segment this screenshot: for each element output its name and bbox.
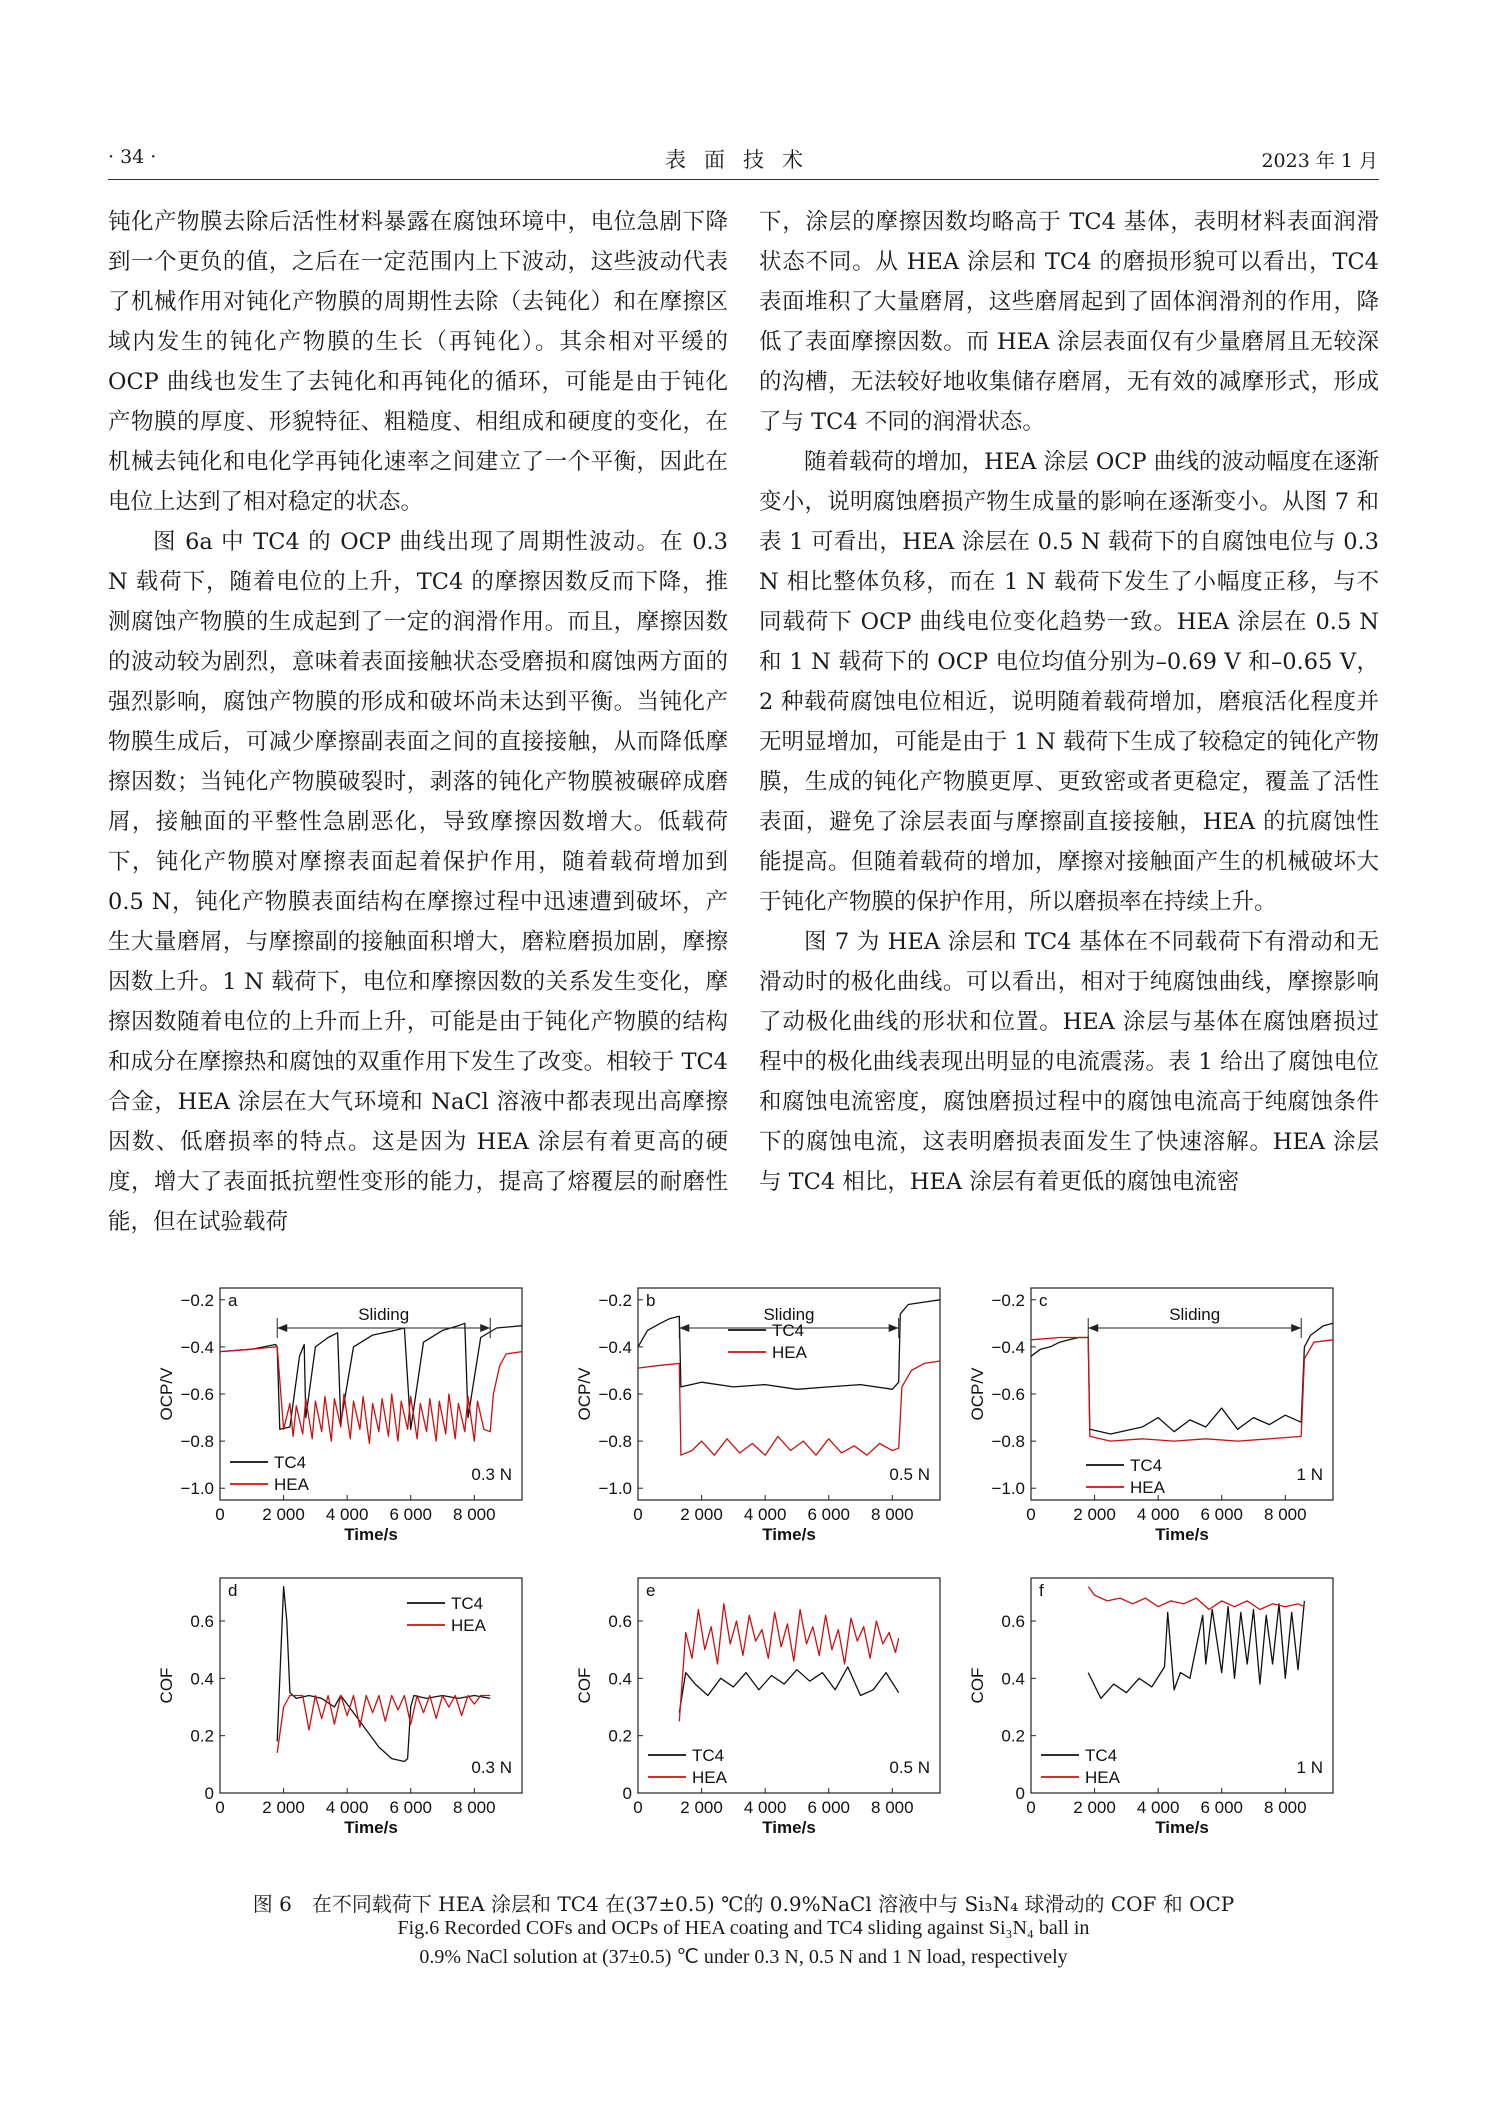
sliding-label: Sliding xyxy=(763,1305,815,1324)
arrow-head xyxy=(679,1324,689,1332)
y-tick-label: 0 xyxy=(1015,1784,1025,1803)
x-tick-label: 4 000 xyxy=(743,1798,787,1817)
legend-label: HEA xyxy=(1085,1768,1120,1787)
paragraph: 钝化产物膜去除后活性材料暴露在腐蚀环境中，电位急剧下降到一个更负的值，之后在一定范围内上下波动，这些波动代表了机械作用对钝化产物膜的周期性去除（去钝化）和在摩擦区域内发生的钝化产物膜的生长（再钝化）。其余相对平缓的 OCP 曲线也发生了去钝化和再钝化的循环，可能是由于钝化产物膜的厚度、形貌特征、粗糙度、相组成和硬度的变化，在机械去钝化和电化学再钝化速率之间建立了一个平衡，因此在电位上达到了相对稳定的状态。 xyxy=(108,209,728,515)
chart-f xyxy=(968,1578,1333,1837)
figure-6-charts xyxy=(108,1268,1379,1858)
x-tick-label: 4 000 xyxy=(325,1505,369,1524)
y-tick-label: −0.4 xyxy=(991,1337,1025,1357)
x-tick-label: 8 000 xyxy=(871,1505,914,1524)
y-axis-label: OCP/V xyxy=(157,1367,176,1421)
y-tick-label: −0.4 xyxy=(598,1337,632,1357)
x-tick-label: 8 000 xyxy=(1264,1505,1307,1524)
sliding-label: Sliding xyxy=(358,1305,410,1324)
paragraph: 图 6a 中 TC4 的 OCP 曲线出现了周期性波动。在 0.3 N 载荷下，随着电位的上升，TC4 的摩擦因数反而下降，推测腐蚀产物膜的生成起到了一定的润滑作用。而且，摩擦因数的波动较为剧烈，意味着表面接触状态受磨损和腐蚀两方面的强烈影响，腐蚀产物膜的形成和破坏尚未达到平衡。当钝化产物膜生成后，可减少摩擦副表面之间的直接接触，从而降低摩擦因数；当钝化产物膜破裂时，剥落的钝化产物膜被碾碎成磨屑，接触面的平整性急剧恶化，导致摩擦因数增大。低载荷下，钝化产物膜对摩擦表面起着保护作用，随着载荷增加到 0.5 N，钝化产物膜表面结构在摩擦过程中迅速遭到破坏，产生大量磨屑，与摩擦副的接触面积增大，磨粒磨损加剧，摩擦因数上升。1 N 载荷下，电位和摩擦因数的关系发生变化，摩擦因数随着电位的上升而上升，可能是由于钝化产物膜的结构和成分在摩擦热和腐蚀的双重作用下发生了改变。相较于 TC4 合金，HEA 涂层在大气环境和 NaCl 溶液中都表现出高摩擦因数、低磨损率的特点。这是因为 HEA 涂层有着更高的硬度，增大了表面抵抗塑性变形的能力，提高了熔覆层的耐磨性能，但在试验载荷 xyxy=(108,529,728,1235)
y-tick-label: 0.6 xyxy=(1001,1612,1025,1631)
x-tick-label: 0 xyxy=(1026,1505,1036,1524)
panel-label: f xyxy=(1039,1581,1044,1600)
x-axis-label: Time/s xyxy=(1155,1525,1209,1544)
paragraph: 随着载荷的增加，HEA 涂层 OCP 曲线的波动幅度在逐渐变小，说明腐蚀磨损产物生成量的影响在逐渐变小。从图 7 和表 1 可看出，HEA 涂层在 0.5 N 载荷下的自腐蚀电位与 0.3 N 相比整体负移，而在 1 N 载荷下发生了小幅度正移，与不同载荷下 OCP 曲线电位变化趋势一致。HEA 涂层在 0.5 N 和 1 N 载荷下的 OCP 电位均值分别为–0.69 V 和–0.65 V，2 种载荷腐蚀电位相近，说明随着载荷增加，磨痕活化程度并无明显增加，可能是由于 1 N 载荷下生成了较稳定的钝化产物膜，生成的钝化产物膜更厚、更致密或者更稳定，覆盖了活性表面，避免了涂层表面与摩擦副直接接触，HEA 的抗腐蚀性能提高。但随着载荷的增加，摩擦对接触面产生的机械破坏大于钝化产物膜的保护作用，所以磨损率在持续上升。 xyxy=(759,449,1379,915)
x-tick-label: 8 000 xyxy=(871,1798,914,1817)
x-tick-label: 0 xyxy=(215,1505,225,1524)
legend-label: TC4 xyxy=(451,1594,484,1613)
x-tick-label: 2 000 xyxy=(1073,1798,1116,1817)
y-tick-label: −0.2 xyxy=(991,1290,1025,1310)
y-tick-label: 0.2 xyxy=(608,1726,632,1746)
x-tick-label: 2 000 xyxy=(262,1505,305,1524)
x-axis-label: Time/s xyxy=(344,1818,398,1837)
y-axis-label: COF xyxy=(968,1667,987,1704)
arrow-head xyxy=(1291,1324,1301,1332)
y-tick-label: 0.2 xyxy=(190,1726,214,1746)
legend-label: TC4 xyxy=(692,1746,725,1765)
x-tick-label: 4 000 xyxy=(1136,1505,1180,1524)
legend-label: HEA xyxy=(274,1475,309,1494)
x-axis-label: Time/s xyxy=(344,1525,398,1544)
x-tick-label: 6 000 xyxy=(389,1505,433,1524)
y-tick-label: 0 xyxy=(204,1784,214,1803)
plot-frame xyxy=(1031,1578,1333,1793)
y-axis-label: COF xyxy=(575,1667,594,1704)
y-axis-label: COF xyxy=(157,1667,176,1704)
paragraph: 图 7 为 HEA 涂层和 TC4 基体在不同载荷下有滑动和无滑动时的极化曲线。可以看出，相对于纯腐蚀曲线，摩擦影响了动极化曲线的形状和位置。HEA 涂层与基体在腐蚀磨损过程中的极化曲线表现出明显的电流震荡。表 1 给出了腐蚀电位和腐蚀电流密度，腐蚀磨损过程中的腐蚀电流高于纯腐蚀条件下的腐蚀电流，这表明磨损表面发生了快速溶解。HEA 涂层与 TC4 相比，HEA 涂层有着更低的腐蚀电流密 xyxy=(759,929,1379,1195)
y-tick-label: −0.6 xyxy=(991,1385,1025,1404)
panel-label: b xyxy=(646,1291,656,1310)
x-tick-label: 4 000 xyxy=(1136,1798,1180,1817)
y-tick-label: −1.0 xyxy=(991,1479,1025,1499)
x-tick-label: 6 000 xyxy=(807,1798,851,1817)
y-tick-label: 0.6 xyxy=(190,1612,214,1631)
chart-d xyxy=(157,1578,522,1837)
arrow-head xyxy=(889,1324,899,1332)
load-label: 0.5 N xyxy=(889,1465,930,1484)
arrow-head xyxy=(1088,1324,1098,1332)
y-tick-label: −0.6 xyxy=(598,1385,632,1404)
series-line-tc4 xyxy=(1031,1323,1333,1434)
y-tick-label: −1.0 xyxy=(598,1479,632,1499)
x-tick-label: 0 xyxy=(633,1505,643,1524)
panel-label: d xyxy=(228,1581,238,1600)
chart-b xyxy=(575,1288,940,1544)
legend-label: HEA xyxy=(772,1343,807,1362)
load-label: 1 N xyxy=(1296,1465,1323,1484)
y-tick-label: −0.2 xyxy=(180,1290,214,1310)
page-header xyxy=(108,140,1378,180)
x-axis-label: Time/s xyxy=(762,1818,816,1837)
paragraph: 下，涂层的摩擦因数均略高于 TC4 基体，表明材料表面润滑状态不同。从 HEA 涂层和 TC4 的磨损形貌可以看出，TC4 表面堆积了大量磨屑，这些磨屑起到了固体润滑剂的作用，降低了表面摩擦因数。而 HEA 涂层表面仅有少量磨屑且无较深的沟槽，无法较好地收集储存磨屑，无有效的减摩形式，形成了与 TC4 不同的润滑状态。 xyxy=(759,209,1379,435)
legend-label: TC4 xyxy=(274,1453,307,1472)
series-line-hea xyxy=(679,1604,898,1722)
y-tick-label: −0.8 xyxy=(991,1432,1025,1452)
series-line-hea xyxy=(277,1696,490,1753)
legend-label: TC4 xyxy=(1085,1746,1118,1765)
load-label: 0.3 N xyxy=(471,1465,512,1484)
y-tick-label: −1.0 xyxy=(180,1479,214,1499)
x-tick-label: 2 000 xyxy=(680,1505,723,1524)
x-tick-label: 8 000 xyxy=(1264,1798,1307,1817)
figure-caption-en: 0.9% NaCl solution at (37±0.5) ℃ under 0.3 N, 0.5 N and 1 N load, respectively xyxy=(419,1946,1068,1968)
arrow-head xyxy=(480,1324,490,1332)
x-tick-label: 6 000 xyxy=(807,1505,851,1524)
page-number: · 34 · xyxy=(108,146,157,168)
y-tick-label: 0 xyxy=(622,1784,632,1803)
figure-caption-cn: 图 6 在不同载荷下 HEA 涂层和 TC4 在(37±0.5) ℃的 0.9%NaCl 溶液中与 Si₃N₄ 球滑动的 COF 和 OCP xyxy=(252,1892,1235,1916)
x-tick-label: 6 000 xyxy=(389,1798,433,1817)
series-line-hea xyxy=(1088,1587,1304,1610)
panel-label: a xyxy=(228,1291,238,1310)
header-rule xyxy=(108,179,1379,180)
y-axis-label: OCP/V xyxy=(968,1367,987,1421)
y-tick-label: 0.4 xyxy=(190,1669,214,1689)
chart-a xyxy=(157,1288,522,1544)
arrow-head xyxy=(277,1324,287,1332)
x-axis-label: Time/s xyxy=(1155,1818,1209,1837)
legend-label: TC4 xyxy=(1130,1456,1163,1475)
chart-c xyxy=(968,1288,1333,1544)
y-tick-label: 0.2 xyxy=(1001,1726,1025,1746)
load-label: 1 N xyxy=(1296,1758,1323,1777)
legend-label: HEA xyxy=(1130,1478,1165,1497)
issue-date: 2023 年 1 月 xyxy=(1261,150,1378,172)
legend-label: HEA xyxy=(451,1616,486,1635)
x-tick-label: 4 000 xyxy=(325,1798,369,1817)
x-tick-label: 4 000 xyxy=(743,1505,787,1524)
series-line-tc4 xyxy=(1088,1601,1304,1699)
right-column xyxy=(759,202,1379,1202)
journal-title: 表面技术 xyxy=(665,148,821,172)
x-tick-label: 0 xyxy=(633,1798,643,1817)
y-tick-label: −0.6 xyxy=(180,1385,214,1404)
panel-label: c xyxy=(1039,1291,1048,1310)
figure-caption-en: Fig.6 Recorded COFs and OCPs of HEA coating and TC4 sliding against Si₃N₄ ball in xyxy=(397,1917,1090,1939)
y-tick-label: 0.4 xyxy=(608,1669,632,1689)
y-tick-label: −0.2 xyxy=(598,1290,632,1310)
y-tick-label: 0.4 xyxy=(1001,1669,1025,1689)
x-tick-label: 8 000 xyxy=(453,1798,496,1817)
y-axis-label: OCP/V xyxy=(575,1367,594,1421)
legend-label: TC4 xyxy=(772,1321,805,1340)
panel-label: e xyxy=(646,1581,656,1600)
x-tick-label: 6 000 xyxy=(1200,1798,1244,1817)
series-line-hea xyxy=(638,1361,940,1455)
left-column xyxy=(108,202,728,1242)
chart-e xyxy=(575,1578,940,1837)
x-tick-label: 6 000 xyxy=(1200,1505,1244,1524)
y-tick-label: −0.8 xyxy=(598,1432,632,1452)
x-tick-label: 0 xyxy=(1026,1798,1036,1817)
legend-label: HEA xyxy=(692,1768,727,1787)
sliding-label: Sliding xyxy=(1169,1305,1221,1324)
series-line-tc4 xyxy=(679,1667,898,1713)
x-tick-label: 2 000 xyxy=(680,1798,723,1817)
y-tick-label: −0.8 xyxy=(180,1432,214,1452)
x-tick-label: 0 xyxy=(215,1798,225,1817)
y-tick-label: 0.6 xyxy=(608,1612,632,1631)
x-tick-label: 8 000 xyxy=(453,1505,496,1524)
load-label: 0.5 N xyxy=(889,1758,930,1777)
x-tick-label: 2 000 xyxy=(262,1798,305,1817)
load-label: 0.3 N xyxy=(471,1758,512,1777)
y-tick-label: −0.4 xyxy=(180,1337,214,1357)
x-axis-label: Time/s xyxy=(762,1525,816,1544)
x-tick-label: 2 000 xyxy=(1073,1505,1116,1524)
figure-6 xyxy=(108,1268,1379,1858)
